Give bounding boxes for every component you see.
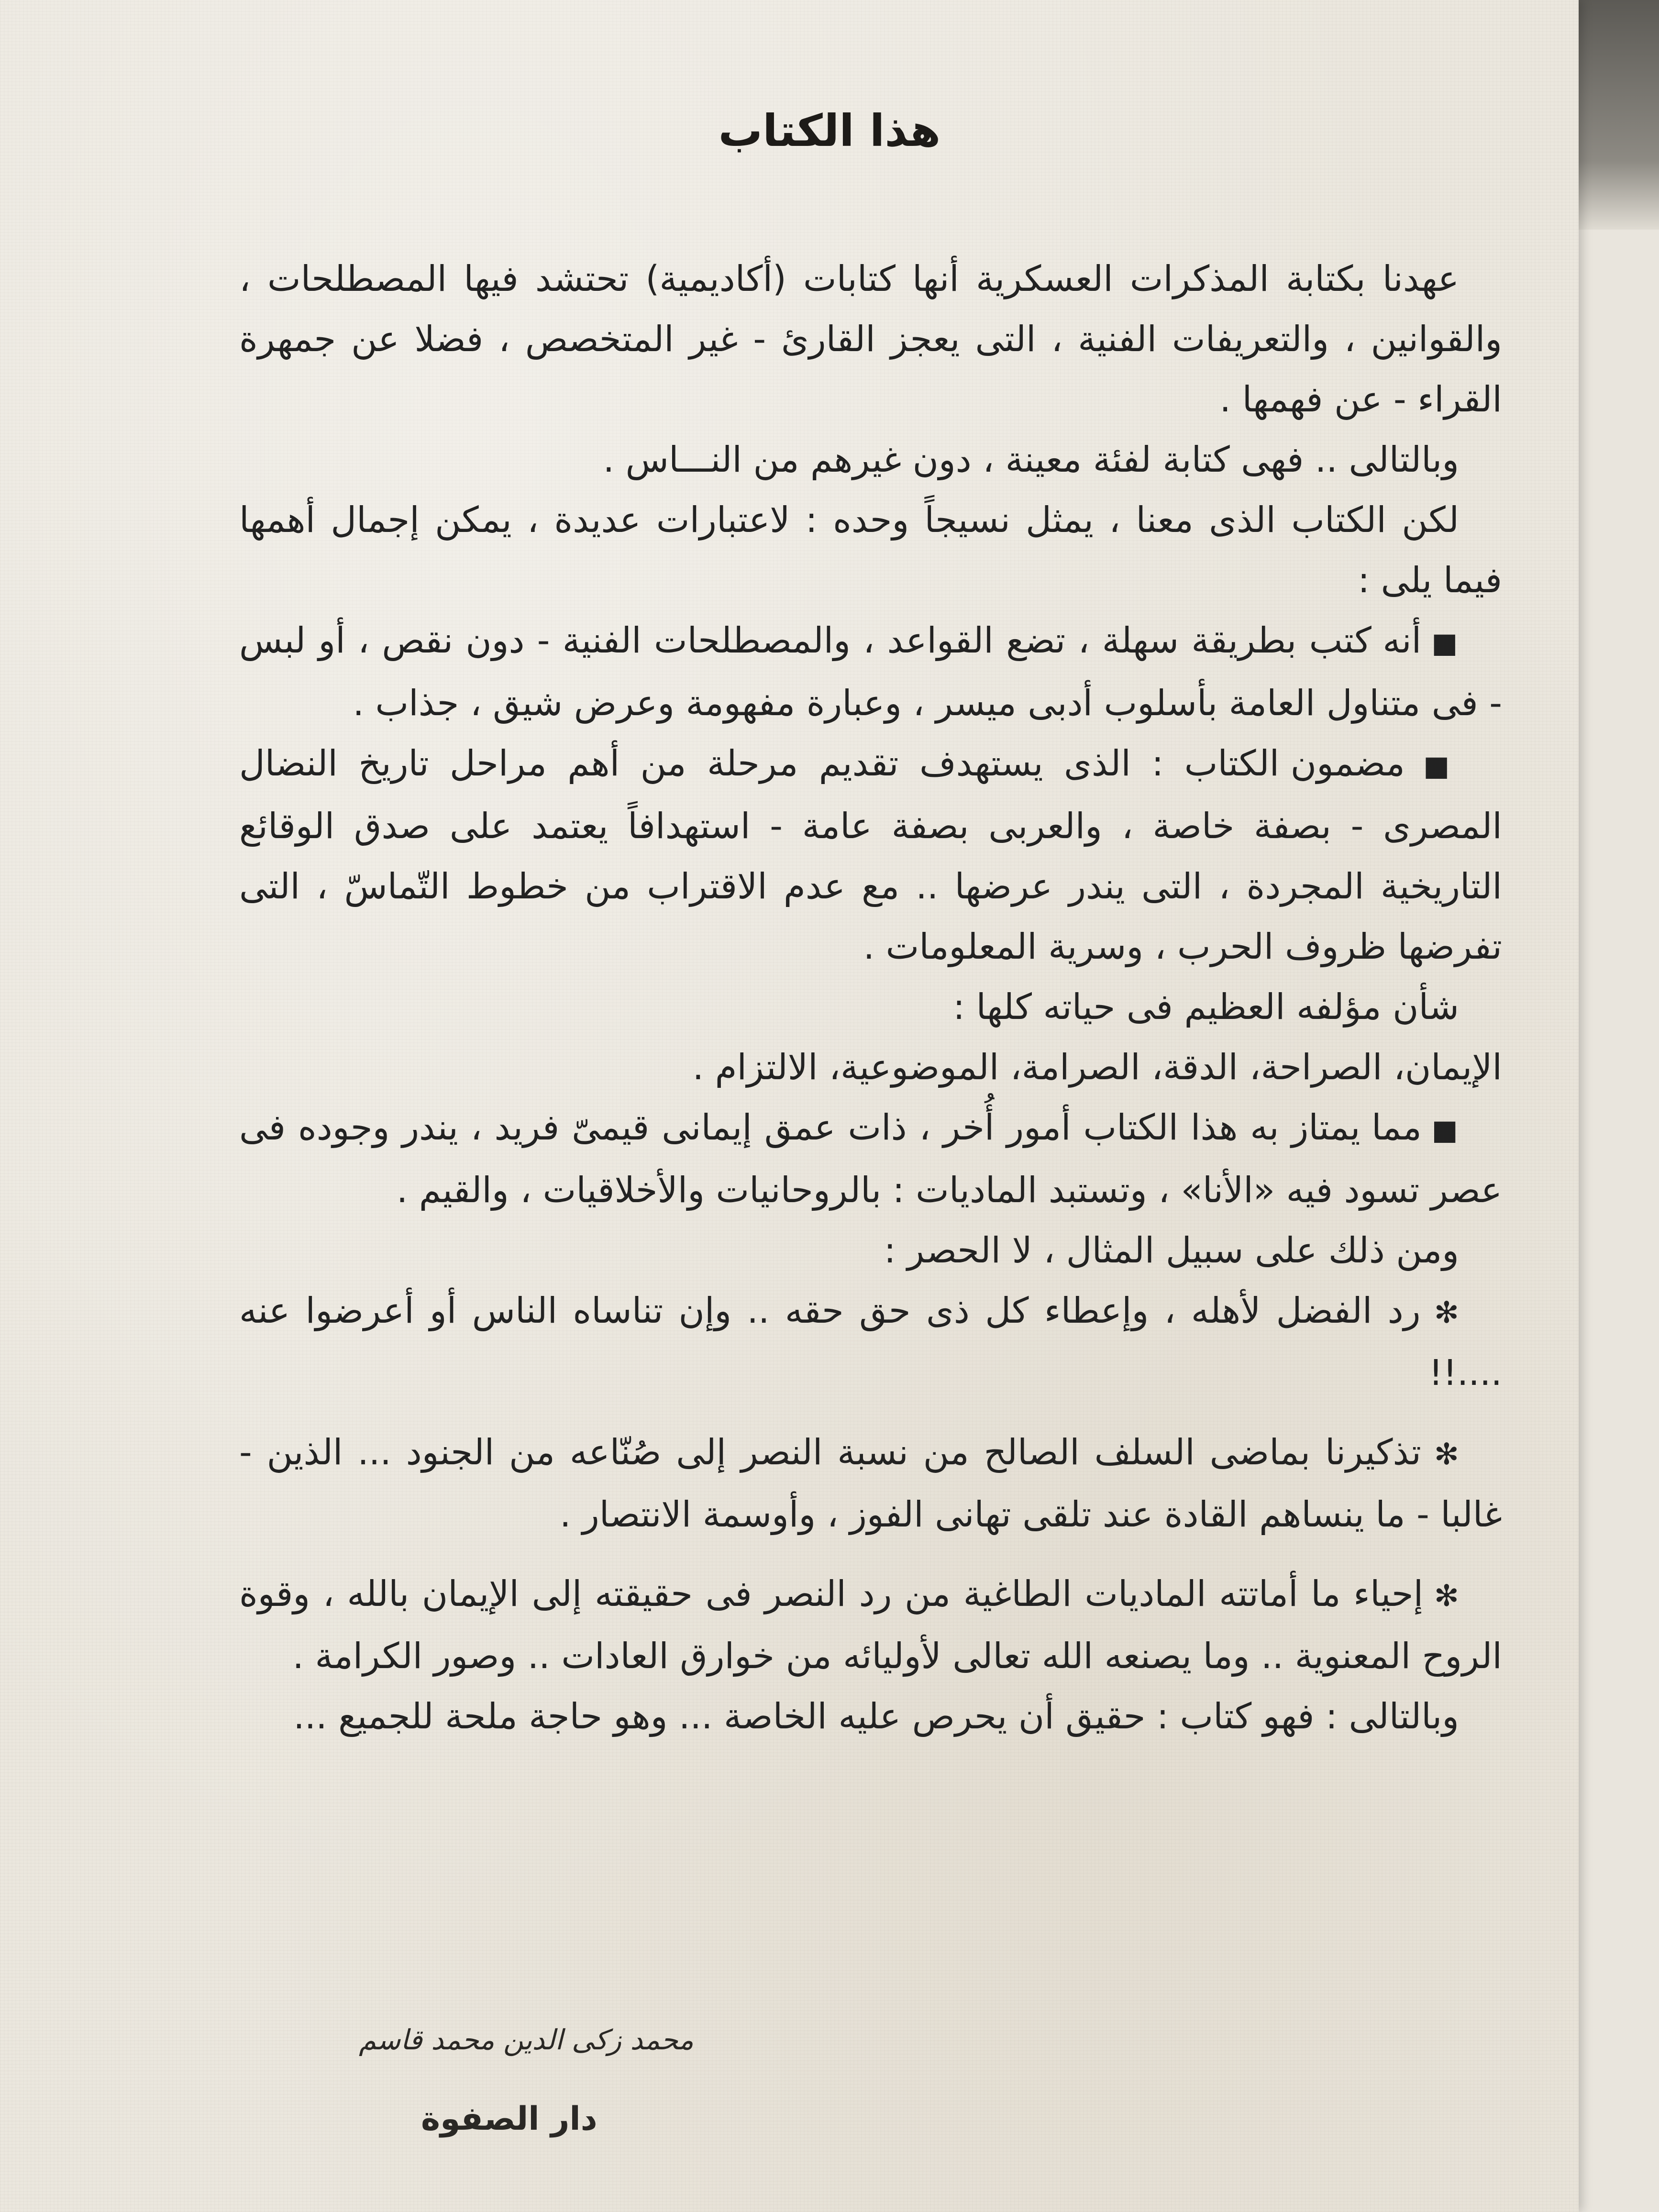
bullet-values: ■ مما يمتاز به هذا الكتاب أمور أُخر ، ذات عمق إيمانى قيمىّ فريد ، يندر وجوده فى عصر تسود فيه «الأنا» ، وتستبد الماديات : بالروحانيات والأخلاقيات ، والقيم .: [239, 1097, 1502, 1220]
bullet-style: ■ أنه كتب بطريقة سهلة ، تضع القواعد ، والمصطلحات الفنية - دون نقص ، أو لبس - فى متناول العامة بأسلوب أدبى ميسر ، وعبارة مفهومة وعرض شيق ، جذاب .: [239, 610, 1502, 733]
paragraph-but: لكن الكتاب الذى معنا ، يمثل نسيجاً وحده : لاعتبارات عديدة ، يمكن إجمال أهمها فيما يلى :: [239, 499, 1502, 601]
paragraph-intro: عهدنا بكتابة المذكرات العسكرية أنها كتابات (أكاديمية) تحتشد فيها المصطلحات ، والقوانين ، والتعريفات الفنية ، التى يعجز القارئ - غير المتخصص ، فضلا عن جمهرة القراء - عن فهمها .: [239, 258, 1502, 420]
paragraph-virtues: الإيمان، الصراحة، الدقة، الصرامة، الموضوعية، الالتزام .: [692, 1047, 1502, 1088]
page-title: هذا الكتاب: [718, 105, 941, 156]
star-item-credit: ✻ رد الفضل لأهله ، وإعطاء كل ذى حق حقه .. وإن تناساه الناس أو أعرضوا عنه ....!!: [239, 1281, 1502, 1403]
paragraph-conclusion: وبالتالى : فهو كتاب : حقيق أن يحرص عليه الخاصة ... وهو حاجة ملحة للجميع ...: [293, 1696, 1459, 1737]
bullet-content: ■ مضمون الكتاب : الذى يستهدف تقديم مرحلة من أهم مراحل تاريخ النضال المصرى - بصفة خاصة ، والعربى بصفة عامة - استهدافاً يعتمد على صدق الوقائع التاريخية المجردة ، التى يندر عرضها .. مع عدم الاقتراب من خطوط التّماسّ ، التى تفرضها ظروف الحرب ، وسرية المعلومات .: [239, 733, 1502, 977]
star-item-faith: ✻ إحياء ما أماتته الماديات الطاغية من رد النصر فى حقيقته إلى الإيمان بالله ، وقوة الروح المعنوية .. وما يصنعه الله تعالى لأوليائه من خوارق العادات .. وصور الكرامة .: [239, 1564, 1502, 1686]
publisher-name: دار الصفوة: [421, 2100, 597, 2138]
paragraph-author: شأن مؤلفه العظيم فى حياته كلها :: [953, 986, 1459, 1028]
paragraph-examples: ومن ذلك على سبيل المثال ، لا الحصر :: [884, 1230, 1459, 1271]
page-body: [239, 249, 1502, 1747]
author-signature: محمد زكى الدين محمد قاسم: [359, 2024, 694, 2056]
star-item-soldiers: ✻ تذكيرنا بماضى السلف الصالح من نسبة النصر إلى صُنّاعه من الجنود ... الذين - غالبا - ما ينساهم القادة عند تلقى تهانى الفوز ، وأوسمة الانتصار .: [239, 1422, 1502, 1545]
paragraph-consequence: وبالتالى .. فهى كتابة لفئة معينة ، دون غيرهم من النـــاس .: [603, 439, 1459, 480]
